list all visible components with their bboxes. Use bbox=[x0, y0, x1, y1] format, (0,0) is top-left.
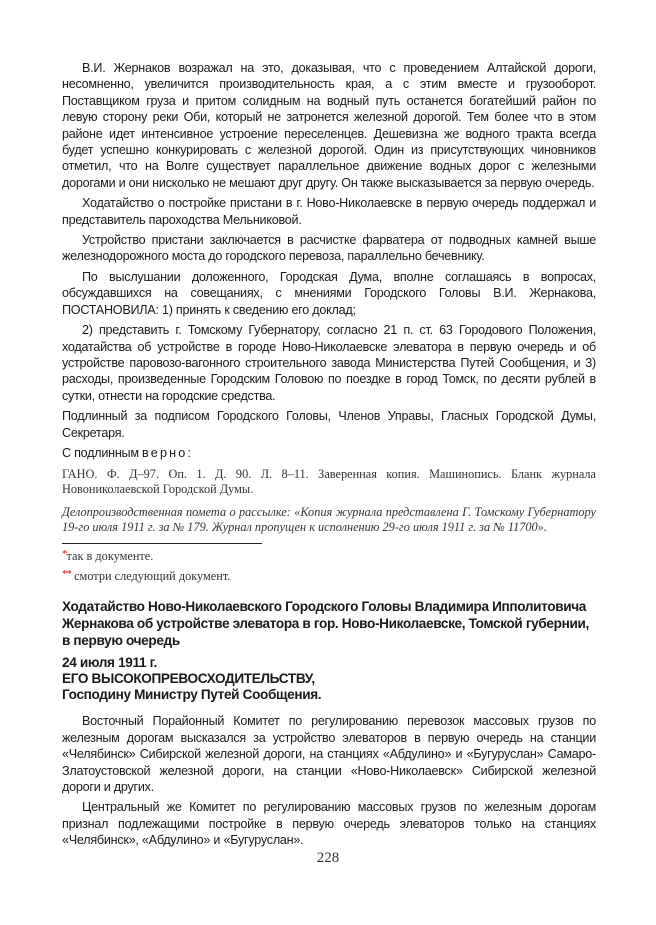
office-note: Делопроизводственная помета о рассылке: «Копия журнала представлена Г. Томскому Губернатору 19-го июля 1911 г. за № 179. Журнал пропущен к исполнению 29-го июля 1911 г. за № 11700». bbox=[62, 505, 596, 535]
document-date: 24 июля 1911 г. bbox=[62, 655, 157, 671]
footnote-text: так в документе. bbox=[66, 549, 154, 564]
addressee-title: ЕГО ВЫСОКОПРЕВОСХОДИТЕЛЬСТВУ, bbox=[62, 671, 315, 687]
petition-body bbox=[62, 713, 596, 848]
certification-prefix: С подлинным bbox=[62, 445, 139, 460]
archive-reference: ГАНО. Ф. Д–97. Оп. 1. Д. 90. Л. 8–11. Заверенная копия. Машинопись. Бланк журнала Новониколаевской Городской Думы. bbox=[62, 467, 596, 497]
footnote-text: смотри следующий документ. bbox=[74, 569, 231, 584]
footnote bbox=[62, 547, 596, 564]
page-number: 228 bbox=[316, 850, 340, 866]
paragraph: В.И. Жернаков возражал на это, доказывая, что с проведением Алтайской дороги, несомненно, увеличится производительность края, а с этим вместе и грузооборот. Поставщиком груза и притом солидным на водный путь останется богатейший район по левую сторону реки Оби, который не затронется железной дорогой. Тем более что в этом районе идет интенсивное устроение переселенцев. Дешевизна же водного тракта всегда будет успешно конкурировать с железной дорогой. Один из присутствующих чиновников отметил, что на Волге существует параллельное движение водных дорог с железными дорогами и они нисколько не мешают друг другу. Он также высказывается за первую очередь. bbox=[62, 61, 596, 190]
footnote-mark: ** bbox=[62, 568, 71, 581]
certification-line bbox=[62, 445, 596, 461]
document-header bbox=[62, 655, 596, 703]
document-page bbox=[62, 60, 596, 853]
paragraph: 2) представить г. Томскому Губернатору, согласно 21 п. ст. 63 Городового Положения, ходатайства об устройстве в городе Ново-Николаевске элеватора в первую очередь и об устройстве паровозо-вагонного строительного завода Министерства Путей Сообщения, и 3) расходы, произведенные Городским Головою по поездке в город Томск, по десяти рублей в сутки, отнести на городские средства. bbox=[62, 323, 596, 403]
document-title: Ходатайство Ново-Николаевского Городского Головы Владимира Ипполитовича Жернакова об устройстве элеватора в гор. Ново-Николаевске, Томской губернии, в первую очередь bbox=[62, 599, 589, 649]
paragraph: Центральный же Комитет по регулированию массовых грузов по железным дорогам признал подлежащими постройке в первую очередь элеваторов только на станциях «Челябинск», «Абдулино» и «Бугуруслан». bbox=[62, 800, 596, 848]
certification-word: верно: bbox=[142, 445, 194, 460]
paragraph: Восточный Порайонный Комитет по регулированию перевозок массовых грузов по железным дорогам высказался за устройство элеваторов в первую очередь на станции «Челябинск» Сибирской железной дороги, на станциях «Абдулино» и «Бугуруслан» Самаро-Златоустовской железной дороги, на станции «Ново-Николаевск» Сибирской железной дороги и других. bbox=[62, 714, 596, 794]
signatures-line: Подлинный за подписом Городского Головы, Членов Управы, Гласных Городской Думы, Секретаря. bbox=[62, 409, 596, 440]
paragraph: Устройство пристани заключается в расчистке фарватера от подводных камней выше железнодорожного моста до городского перевоза, параллельно бечевнику. bbox=[62, 233, 596, 264]
paragraph: Ходатайство о постройке пристани в г. Ново-Николаевске в первую очередь поддержал и представитель пароходства Мельниковой. bbox=[62, 196, 596, 227]
paragraph: По выслушании доложенного, Городская Дума, вполне соглашаясь в вопросах, обсуждавшихся на совещаниях, с мнениями Городского Головы В.И. Жернакова, ПОСТАНОВИЛА: 1) принять к сведению его доклад; bbox=[62, 269, 596, 317]
footnote-mark: * bbox=[62, 548, 67, 561]
journal-continuation bbox=[62, 60, 596, 461]
footnote-divider bbox=[62, 543, 262, 544]
addressee-name: Господину Министру Путей Сообщения. bbox=[62, 687, 322, 703]
footnote bbox=[62, 567, 596, 584]
